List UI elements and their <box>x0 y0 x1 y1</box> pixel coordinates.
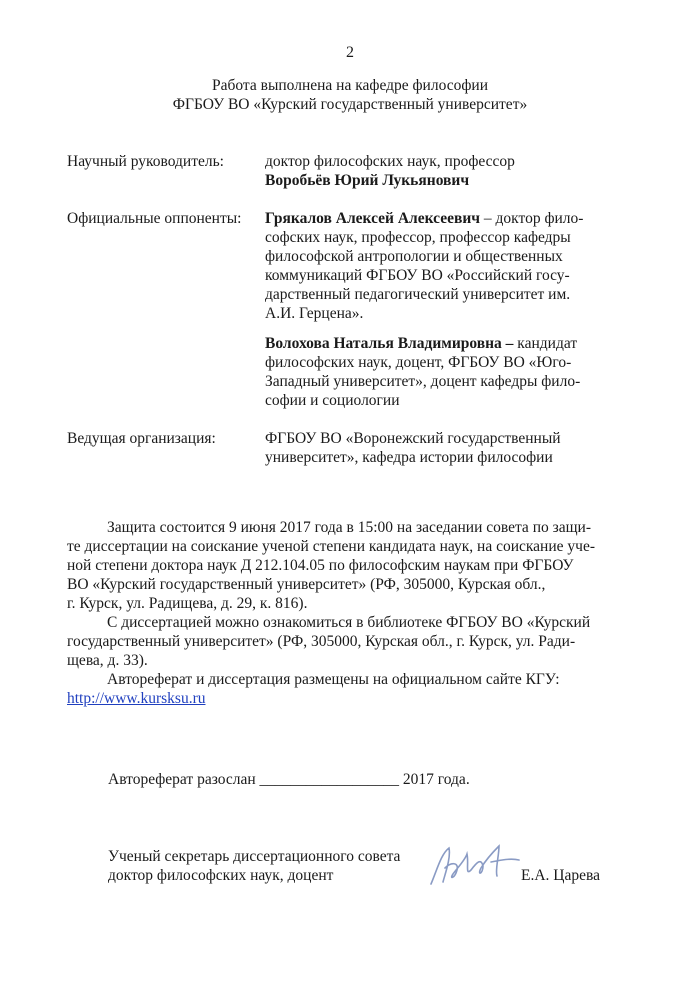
defense-line-2: те диссертации на соискание ученой степени кандидата наук, на соискание уче- <box>67 538 595 555</box>
secretary-degree: доктор философских наук, доцент <box>108 867 334 884</box>
opponent-2-line-3: Западный университет», доцент кафедры фило- <box>265 373 581 390</box>
mailing-date: Автореферат разослан __________________ 2017 года. <box>108 771 470 788</box>
opponent-1-line-6: А.И. Герцена». <box>265 305 364 322</box>
signature-image <box>425 840 525 890</box>
supervisor-block <box>265 152 613 190</box>
opponent-1-line-1: – доктор фило- <box>480 210 584 227</box>
secretary-name: Е.А. Царева <box>521 867 600 884</box>
opponent-1-name: Грякалов Алексей Алексеевич <box>265 210 481 227</box>
opponent-2-line-4: софии и социологии <box>265 392 400 409</box>
defense-line-5: г. Курск, ул. Радищева, д. 29, к. 816). <box>67 595 308 612</box>
supervisor-degree: доктор философских наук, профессор <box>265 153 515 170</box>
opponents-label: Официальные оппоненты: <box>67 210 242 227</box>
defense-line-3: ной степени доктора наук Д 212.104.05 по философским наукам при ФГБОУ <box>67 557 574 574</box>
opponent-2-line-2: философских наук, доцент, ФГБОУ ВО «Юго- <box>265 354 572 371</box>
header <box>0 76 700 114</box>
leading-org-line-1: ФГБОУ ВО «Воронежский государственный <box>265 430 561 447</box>
website-line: Автореферат и диссертация размещены на официальном сайте КГУ: <box>107 671 560 688</box>
opponent-1-line-4: коммуникаций ФГБОУ ВО «Российский госу- <box>265 267 570 284</box>
opponent-1-line-3: философской антропологии и общественных <box>265 248 563 265</box>
page-number: 2 <box>346 44 354 61</box>
defense-paragraph <box>67 518 613 708</box>
opponent-2 <box>265 334 613 410</box>
opponent-2-line-1: кандидат <box>513 335 578 352</box>
website-link[interactable]: http://www.kursksu.ru <box>67 690 206 707</box>
opponent-1-line-2: софских наук, профессор, профессор кафедры <box>265 229 571 246</box>
opponent-2-name: Волохова Наталья Владимировна – <box>265 335 514 352</box>
library-line-2: государственный университет» (РФ, 305000, Курская обл., г. Курск, ул. Ради- <box>67 633 576 650</box>
opponent-1-line-5: дарственный педагогический университет им. <box>265 286 571 303</box>
header-line-2: ФГБОУ ВО «Курский государственный университет» <box>172 96 528 113</box>
library-line-1: С диссертацией можно ознакомиться в библиотеке ФГБОУ ВО «Курский <box>107 614 591 631</box>
leading-org-line-2: университет», кафедра истории философии <box>265 449 553 466</box>
header-line-1: Работа выполнена на кафедре философии <box>212 77 488 94</box>
supervisor-label: Научный руководитель: <box>67 153 224 170</box>
defense-line-1: Защита состоится 9 июня 2017 года в 15:00 на заседании совета по защи- <box>107 519 592 536</box>
defense-line-4: ВО «Курский государственный университет» (РФ, 305000, Курская обл., <box>67 576 546 593</box>
secretary-block <box>108 847 428 885</box>
leading-org <box>265 429 613 467</box>
secretary-title: Ученый секретарь диссертационного совета <box>108 848 401 865</box>
opponent-1 <box>265 209 613 323</box>
supervisor-name: Воробьёв Юрий Лукьянович <box>265 172 470 189</box>
library-line-3: щева, д. 33). <box>67 652 148 669</box>
leading-org-label: Ведущая организация: <box>67 430 216 447</box>
